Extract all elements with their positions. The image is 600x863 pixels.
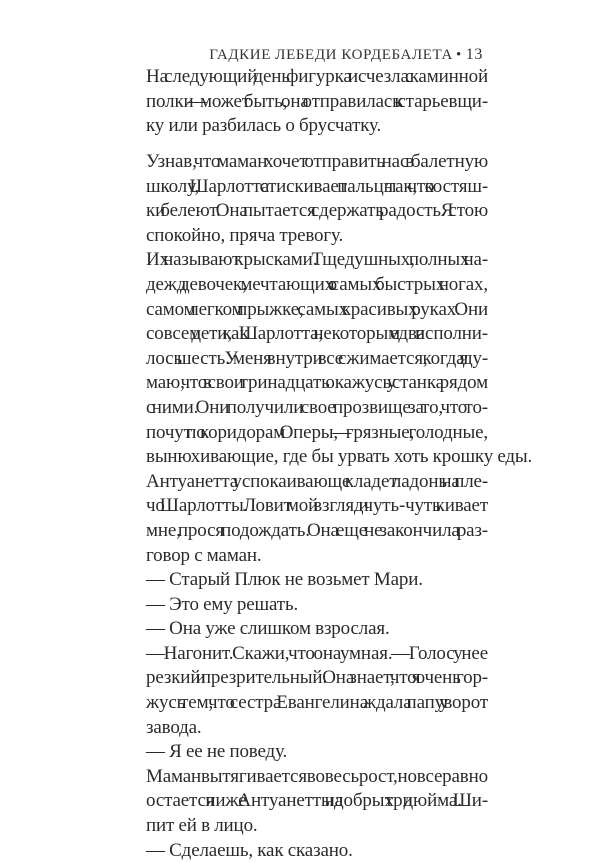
dialogue-line (146, 593, 488, 618)
text-line: резкий и презрительный. Она знает, что я очень гор- (146, 667, 488, 689)
text-line: почут по коридорам Оперы, — грязные, голодные, (146, 421, 488, 443)
text-line: Антуанетта успокаивающе кладет ладонь на пле- (146, 470, 488, 492)
text-line: — Она уже слишком взрослая. (146, 618, 390, 640)
text-line: говор с маман. (146, 544, 262, 566)
text-line: ки белеют. Она пытается сдержать радость. Я стою (146, 200, 488, 222)
text-line: чо Шарлотты. Ловит мой взгляд и чуть-чуть кивает (146, 495, 488, 517)
dialogue-line (146, 839, 488, 863)
text-line: школу, Шарлотта стискивает пальцы так, что костяш- (146, 175, 488, 197)
text-line: Их называют крысками. Тщедушных, полных на- (146, 249, 488, 271)
text-line: — Нагонит. Скажи, что она умная. — Голос у нее (146, 642, 488, 664)
text-line: — Я ее не поведу. (146, 741, 288, 763)
dialogue-line (146, 617, 488, 642)
running-title: ГАДКИЕ ЛЕБЕДИ КОРДЕБАЛЕТА (209, 47, 453, 63)
text-line: маю, что в свои тринадцать окажусь у станка рядом (146, 372, 488, 394)
paragraph (146, 765, 488, 839)
text-line: жусь тем, что сестра Евангелина ждала папу у ворот (146, 692, 488, 714)
text-line: — Сделаешь, как сказано. (146, 839, 353, 861)
paragraph (146, 248, 533, 469)
text-line: полки — может быть, она отправилась к старьевщи- (146, 90, 488, 112)
dialogue-line (146, 740, 488, 765)
text-line: лось шесть. У меня внутри все сжимается, когда я ду- (146, 347, 488, 369)
text-line: На следующий день фигурка исчезла с каминной (146, 66, 488, 87)
paragraph (146, 65, 488, 139)
text-line: Узнав, что маман хочет отправить нас в балетную (146, 151, 488, 172)
paragraph (146, 150, 488, 248)
running-header (209, 46, 483, 64)
text-line: дежд девочек, мечтающих о самых быстрых ногах, (146, 273, 488, 295)
text-line: пит ей в лицо. (146, 815, 258, 837)
text-line: вынюхивающие, где бы урвать хоть крошку еды. (146, 446, 533, 468)
text-line: Маман вытягивается во весь рост, но все равно (146, 765, 488, 787)
dialogue-paragraph (146, 642, 488, 740)
text-line: — Это ему решать. (146, 593, 299, 615)
text-line: — Старый Плюк не возьмет Мари. (146, 569, 423, 591)
page-number: 13 (465, 46, 483, 63)
paragraph (146, 470, 488, 568)
text-line: завода. (146, 716, 202, 738)
text-line: мне, прося подождать. Она еще не закончила раз- (146, 519, 488, 541)
section-ending-paragraph (146, 65, 488, 139)
text-line: спокойно, пряча тревогу. (146, 224, 344, 246)
text-line: ку или разбилась о брусчатку. (146, 115, 382, 137)
text-line: совсем дети, как Шарлотта, некоторым едва исполни- (146, 323, 488, 345)
section-body (146, 150, 533, 863)
text-line: самом легком прыжке, самых красивых руках. Они (146, 298, 488, 320)
dialogue-line (146, 568, 488, 593)
header-bullet: • (455, 47, 462, 63)
text-line: остается ниже Антуанетты на добрых три дюйма. Ши- (146, 790, 488, 812)
text-line: с ними. Они получили свое прозвище за то, что то- (146, 396, 488, 418)
